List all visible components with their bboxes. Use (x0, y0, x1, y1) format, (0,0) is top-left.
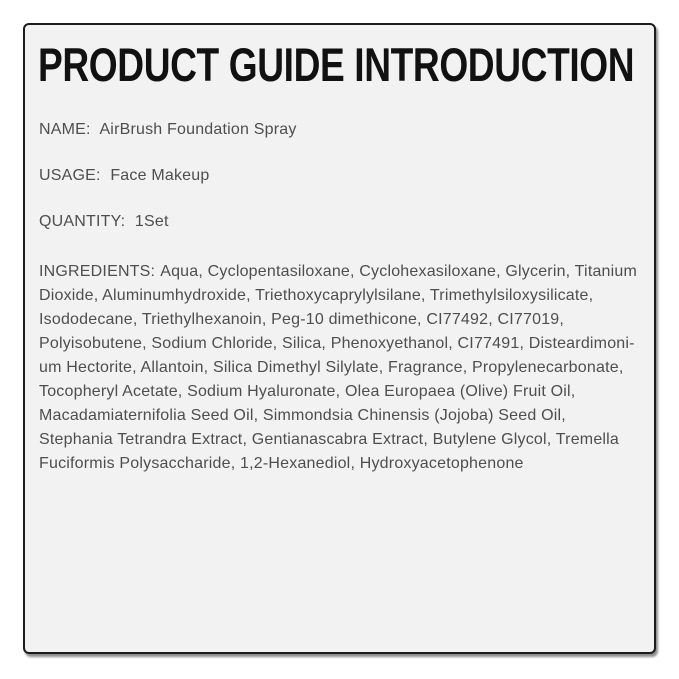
field-name (39, 118, 640, 142)
ingredients-line-text: Aqua, Cyclopentasiloxane, Cyclohexasiloxane, Glycerin, Titanium (160, 263, 638, 280)
ingredients-line: Isododecane, Triethylhexanoin, Peg-10 dimethicone, CI77492, CI77019, (39, 311, 565, 328)
field-usage (39, 164, 640, 188)
ingredients-line: um Hectorite, Allantoin, Silica Dimethyl Silylate, Fragrance, Propylenecarbonate, (39, 359, 624, 376)
ingredients-line: Tocopheryl Acetate, Sodium Hyaluronate, Olea Europaea (Olive) Fruit Oil, (39, 383, 576, 400)
field-name-value: AirBrush Foundation Spray (99, 121, 297, 138)
ingredients-line: Dioxide, Aluminumhydroxide, Triethoxycaprylylsilane, Trimethylsiloxysilicate, (39, 287, 594, 304)
page-title-text: PRODUCT GUIDE INTRODUCTION (38, 38, 635, 91)
field-quantity (39, 210, 640, 234)
ingredients-line: Stephania Tetrandra Extract, Gentianascabra Extract, Butylene Glycol, Tremella (39, 431, 620, 448)
product-guide-card (23, 23, 656, 654)
ingredients-line: Fuciformis Polysaccharide, 1,2-Hexanediol, Hydroxyacetophenone (39, 455, 524, 472)
field-usage-value: Face Makeup (110, 167, 210, 184)
product-fields (39, 118, 640, 234)
ingredients-line (39, 260, 640, 284)
ingredients-label: INGREDIENTS: (39, 263, 156, 280)
ingredients-line: Macadamiaternifolia Seed Oil, Simmondsia Chinensis (Jojoba) Seed Oil, (39, 407, 566, 424)
field-quantity-label: QUANTITY: (39, 213, 126, 230)
field-quantity-value: 1Set (134, 213, 169, 230)
ingredients-line: Polyisobutene, Sodium Chloride, Silica, Phenoxyethanol, CI77491, Disteardimoni- (39, 335, 635, 352)
ingredients-section (39, 260, 640, 476)
field-name-label: NAME: (39, 121, 91, 138)
field-usage-label: USAGE: (39, 167, 101, 184)
card-content (25, 118, 654, 476)
page-title (38, 38, 654, 91)
